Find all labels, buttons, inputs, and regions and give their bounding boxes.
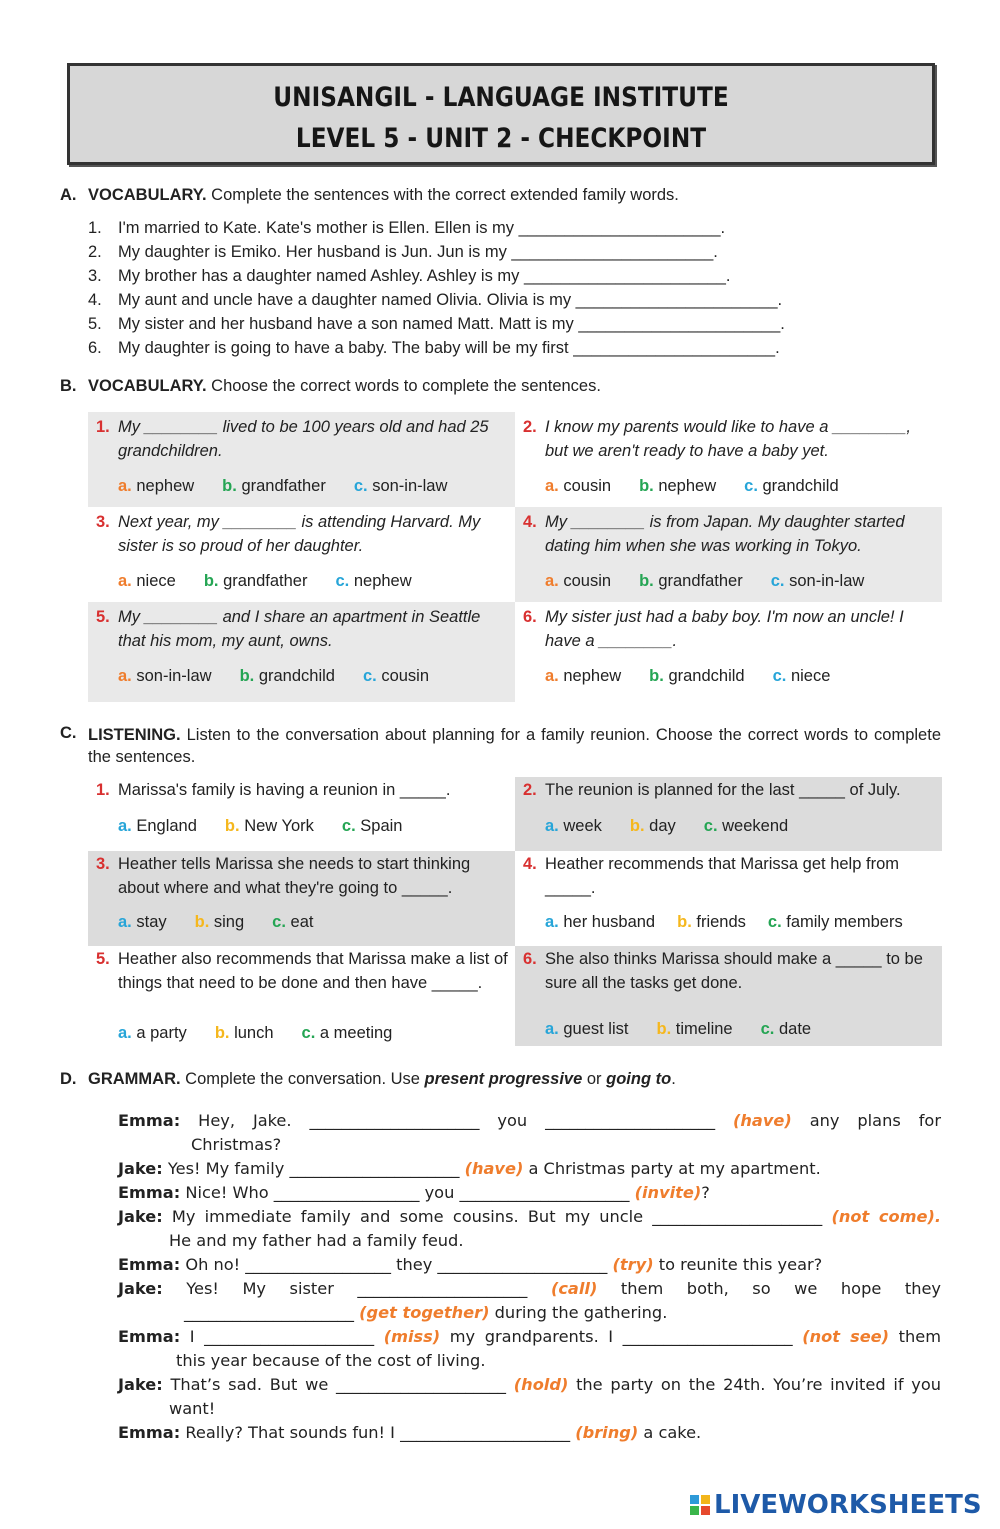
answer-option[interactable]: lunch <box>234 1024 274 1042</box>
answer-option[interactable]: Spain <box>360 817 403 835</box>
answer-option[interactable]: son-in-law <box>789 572 865 590</box>
dialogue-line[interactable]: Emma: Really? That sounds fun! I _____________________ (bring) a cake. <box>118 1423 702 1442</box>
answer-option[interactable]: cousin <box>381 667 430 685</box>
answer-option[interactable]: niece <box>136 572 176 590</box>
answer-option[interactable]: grandchild <box>762 477 839 495</box>
question-card: 4. Heather recommends that Marissa get help from _____. a. her husband b. friends c. family members <box>523 855 903 931</box>
answer-option[interactable]: grandfather <box>223 572 308 590</box>
answer-option[interactable]: cousin <box>563 477 612 495</box>
answer-option[interactable]: guest list <box>563 1020 629 1038</box>
question-card: 3. Next year, my ________ is attending Harvard. My sister is so proud of her daughter. a. niece b. grandfather c. nephew <box>96 513 481 590</box>
answer-option[interactable]: a meeting <box>319 1024 393 1042</box>
answer-option[interactable]: New York <box>244 817 314 835</box>
section-title: VOCABULARY. <box>88 186 207 204</box>
answer-option[interactable]: grandchild <box>668 667 745 685</box>
checkpoint-title: LEVEL 5 - UNIT 2 - CHECKPOINT <box>295 123 707 154</box>
dialogue-line[interactable]: Emma: Hey, Jake. _____________________ you _____________________ (have) any plans for <box>118 1111 941 1130</box>
question-card: 6. My sister just had a baby boy. I'm now an uncle! I have a ________. a. nephew b. grandchild c. niece <box>523 608 904 685</box>
answer-option[interactable]: eat <box>290 913 314 931</box>
answer-option[interactable]: nephew <box>353 572 412 590</box>
list-item: 3. My brother has a daughter named Ashley. Ashley is my ______________________. <box>88 267 731 285</box>
institute-title: UNISANGIL - LANGUAGE INSTITUTE <box>273 82 729 113</box>
list-item: 6. My daughter is going to have a baby. The baby will be my first ______________________. <box>88 339 780 357</box>
dialogue-line[interactable]: Jake: Yes! My sister _____________________ (call) them both, so we hope they <box>118 1279 941 1298</box>
section-instruction: Complete the sentences with the correct extended family words. <box>206 186 679 204</box>
answer-option[interactable]: nephew <box>658 477 717 495</box>
answer-option[interactable]: date <box>778 1020 812 1038</box>
answer-option[interactable]: day <box>649 817 676 835</box>
answer-option[interactable]: friends <box>696 913 746 931</box>
answer-option[interactable]: grandfather <box>658 572 743 590</box>
answer-option[interactable]: week <box>563 817 602 835</box>
question-card: 4. My ________ is from Japan. My daughter started dating him when she was working in Tokyo. a. cousin b. grandfather c. son-in-law <box>515 507 942 602</box>
list-item: 1. I'm married to Kate. Kate's mother is Ellen. Ellen is my ______________________. <box>88 219 726 237</box>
answer-option[interactable]: timeline <box>675 1020 733 1038</box>
answer-option[interactable]: nephew <box>136 477 195 495</box>
answer-option[interactable]: her husband <box>563 913 656 931</box>
section-letter: A. <box>60 186 77 204</box>
title-banner <box>67 63 935 165</box>
question-card: 2. I know my parents would like to have a ________, but we aren't ready to have a baby yet. a. cousin b. nephew c. grandchild <box>523 418 911 495</box>
question-card: 6. She also thinks Marissa should make a _____ to be sure all the tasks get done. a. guest list b. timeline c. date <box>515 946 942 1046</box>
list-item: 4. My aunt and uncle have a daughter named Olivia. Olivia is my ______________________. <box>88 291 783 309</box>
answer-option[interactable]: cousin <box>563 572 612 590</box>
question-card: 1. Marissa's family is having a reunion in _____. a. England b. New York c. Spain <box>96 781 451 835</box>
question-card: 3. Heather tells Marissa she needs to start thinking about where and what they're going to _____. a. stay b. sing c. eat <box>88 851 515 946</box>
list-item: 2. My daughter is Emiko. Her husband is Jun. Jun is my ______________________. <box>88 243 718 261</box>
answer-option[interactable]: nephew <box>563 667 622 685</box>
answer-option[interactable]: weekend <box>722 817 789 835</box>
question-card: 5. Heather also recommends that Marissa make a list of things that need to be done and then have _____. a. a party b. lunch c. a meeting <box>96 950 508 1042</box>
answer-option[interactable]: England <box>136 817 197 835</box>
question-card: 5. My ________ and I share an apartment in Seattle that his mom, my aunt, owns. a. son-in-law b. grandchild c. cousin <box>88 602 515 702</box>
answer-option[interactable]: sing <box>213 913 245 931</box>
logo-text: LIVEWORKSHEETS <box>714 1490 982 1520</box>
answer-option[interactable]: son-in-law <box>136 667 212 685</box>
dialogue-line[interactable]: Emma: I _____________________ (miss) my grandparents. I _____________________ (not see) them <box>118 1327 941 1346</box>
logo-blocks-icon <box>690 1495 710 1515</box>
liveworksheets-logo[interactable] <box>690 1490 982 1520</box>
answer-option[interactable]: son-in-law <box>372 477 448 495</box>
dialogue-line[interactable]: Jake: That’s sad. But we _____________________ (hold) the party on the 24th. You’re invited if you <box>118 1375 941 1394</box>
list-item: 5. My sister and her husband have a son named Matt. Matt is my ______________________. <box>88 315 785 333</box>
answer-option[interactable]: grandfather <box>241 477 326 495</box>
answer-option[interactable]: stay <box>136 913 167 931</box>
question-card: 2. The reunion is planned for the last _____ of July. a. week b. day c. weekend <box>515 777 942 851</box>
dialogue-line[interactable]: Emma: Oh no! __________________ they _____________________ (try) to reunite this year? <box>118 1255 823 1274</box>
dialogue-line[interactable]: Emma: Nice! Who __________________ you _____________________ (invite)? <box>118 1183 710 1202</box>
answer-option[interactable]: grandchild <box>258 667 335 685</box>
dialogue-line[interactable]: Jake: My immediate family and some cousins. But my uncle _____________________ (not come). <box>118 1207 941 1226</box>
answer-option[interactable]: a party <box>136 1024 187 1042</box>
answer-option[interactable]: niece <box>790 667 831 685</box>
answer-option[interactable]: family members <box>786 913 903 931</box>
question-card: 1. My ________ lived to be 100 years old and had 25 grandchildren. a. nephew b. grandfather c. son-in-law <box>88 412 515 507</box>
dialogue-line[interactable]: Jake: Yes! My family _____________________ (have) a Christmas party at my apartment. <box>118 1159 821 1178</box>
